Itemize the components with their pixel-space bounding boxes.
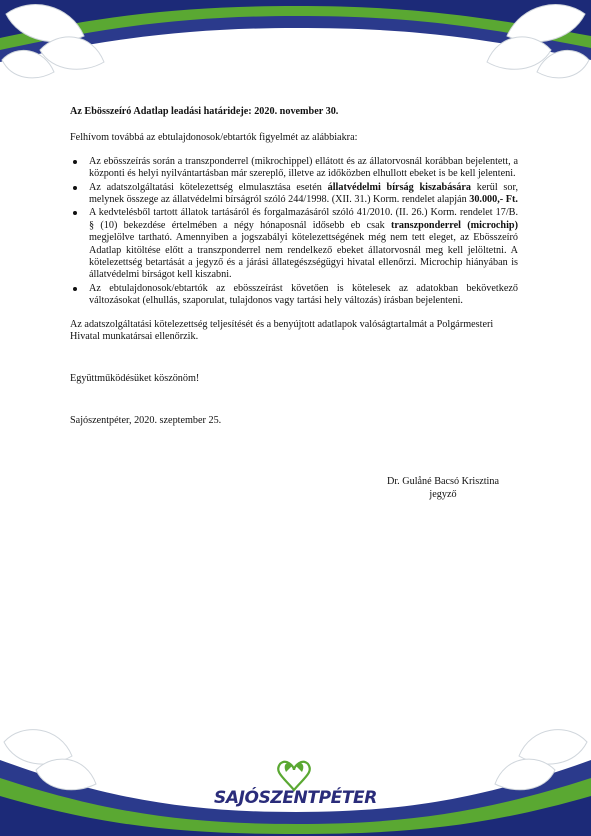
list-item: A kedvtelésből tartott állatok tartásáról és forgalmazásáról szóló 41/2010. (II. 26.) Korm. rendelet 17/B. § (10) bekezdése értelmében a négy hónaposnál idősebb eb csak transzponderrel (microchip) megjelölve tartható. Amennyiben a jogszabályi kötelezettségének még nem tett eleget, az Ebösszeíró Adatlap kitöltése előtt a transzponderrel nem rendelkező ebeket állatorvosnál meg kell jelöltetni. A kötelezettség betartását a jegyző és a járási állategészségügyi hivatal ellenőrzi. Microchip hiányában is állatvédelmi bírságot kell kiszabni. [89,207,518,281]
verification-paragraph: Az adatszolgáltatási kötelezettség teljesítését és a benyújtott adatlapok valóságtartalmát a Polgármesteri Hivatal munkatársai ellenőrzik. [70,318,494,343]
signatory-name: Dr. Gulåné Bacsó Krisztina [386,476,500,487]
deadline-heading: Az Ebösszeíró Adatlap leadási határideje: 2020. november 30. [70,106,339,117]
intro-paragraph: Felhívom továbbá az ebtulajdonosok/ebtartók figyelmét az alábbiakra: [70,132,358,144]
fine-emphasis: állatvédelmi bírság kiszabására [327,181,471,193]
letter-body [70,106,518,427]
bullet-icon [73,287,77,291]
bullet-icon [73,186,77,190]
fine-amount: 30.000,- Ft. [469,194,518,206]
list-item: Az adatszolgáltatási kötelezettség elmulasztása esetén állatvédelmi bírság kiszabására kerül sor, melynek összege az állatvédelmi bírságról szóló 244/1998. (XII. 31.) Korm. rendelet alapján 30.000,- Ft. [89,182,518,207]
place-date: Sajószentpéter, 2020. szeptember 25. [70,414,222,426]
thanks-line: Együttműködésüket köszönöm! [70,372,200,384]
list-item: Az ebösszeírás során a transzponderrel (mikrochippel) ellátott és az állatorvosnál korábban bejelentett, a központi és helyi nyilvántartásban már szereplő, illetve az időközben elhullott ebeket is be kell jelenteni. [89,156,518,181]
signature-block [376,476,510,502]
signatory-title: jegyző [429,488,457,500]
bullet-icon [73,160,77,164]
logo-text: SAJÓSZENTPÉTER [214,788,377,808]
town-logo [214,760,377,816]
bullet-icon [73,211,77,215]
microchip-emphasis: transzponderrel (microchip) [391,219,518,231]
notice-list [70,156,518,308]
list-item: Az ebtulajdonosok/ebtartók az ebösszeírást követően is kötelesek az adatokban bekövetkező változásokat (elhullás, szaporulat, tulajdonos vagy tartási hely változás) írásban bejelenteni. [89,283,518,308]
